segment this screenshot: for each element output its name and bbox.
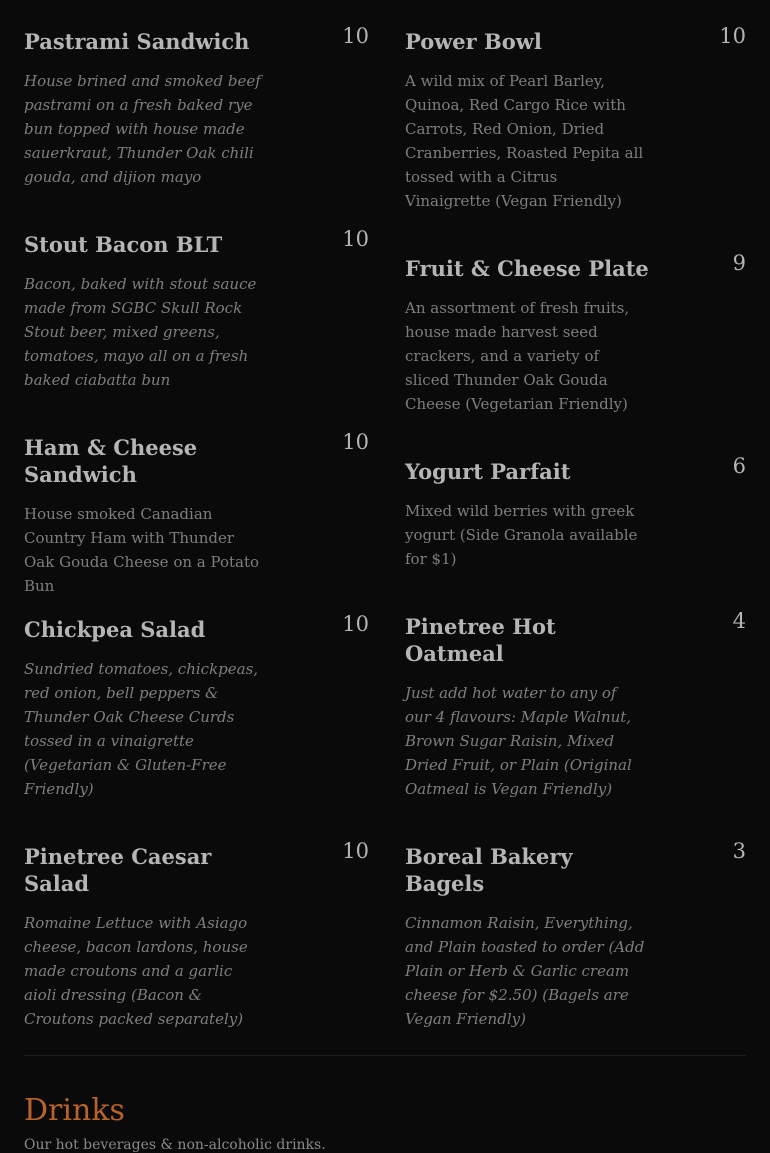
menu-item-price: 4 [732, 609, 746, 633]
menu-item-description: House smoked Canadian Country Ham with Thunder Oak Gouda Cheese on a Potato Bun [24, 505, 260, 595]
section-divider [24, 1055, 746, 1056]
menu-item-name: Ham & Cheese Sandwich [24, 435, 198, 487]
menu-item [24, 430, 369, 598]
menu-item-name: Boreal Bakery Bagels [405, 844, 573, 896]
menu-item [405, 251, 746, 416]
menu-item-price: 6 [732, 454, 746, 478]
menu-item-description: Just add hot water to any of our 4 flavours: Maple Walnut, Brown Sugar Raisin, Mixed Dried Fruit, or Plain (Original Oatmeal is Vegan Friendly) [405, 684, 632, 798]
menu-item-name: Chickpea Salad [24, 617, 206, 642]
menu-item [405, 839, 746, 1031]
menu-item-name: Stout Bacon BLT [24, 232, 223, 257]
menu-item-name: Power Bowl [405, 29, 542, 54]
menu-item-description: An assortment of fresh fruits, house made harvest seed crackers, and a variety of sliced Thunder Oak Gouda Cheese (Vegetarian Friendly) [405, 299, 630, 413]
menu-item [24, 612, 369, 801]
menu-item-price: 10 [719, 24, 746, 48]
menu-item-description: Mixed wild berries with greek yogurt (Side Granola available for $1) [405, 502, 638, 568]
menu-item-price: 10 [342, 612, 369, 636]
menu-item-description: Bacon, baked with stout sauce made from SGBC Skull Rock Stout beer, mixed greens, tomatoes, mayo all on a fresh baked ciabatta bun [24, 275, 257, 389]
menu-item-description: A wild mix of Pearl Barley, Quinoa, Red Cargo Rice with Carrots, Red Onion, Dried Cranberries, Roasted Pepita all tossed with a Citrus Vinaigrette (Vegan Friendly) [405, 72, 644, 210]
menu-item [405, 609, 746, 801]
menu-item-price: 10 [342, 839, 369, 863]
menu-item-description: Cinnamon Raisin, Everything, and Plain toasted to order (Add Plain or Herb & Garlic cream cheese for $2.50) (Bagels are Vegan Friendly) [405, 914, 645, 1028]
menu-item [405, 454, 746, 571]
menu-item-price: 3 [732, 839, 746, 863]
menu-item-price: 9 [732, 251, 746, 275]
menu-item-price: 10 [342, 227, 369, 251]
menu-item-description: Romaine Lettuce with Asiago cheese, bacon lardons, house made croutons and a garlic aioli dressing (Bacon & Croutons packed separately) [24, 914, 248, 1028]
menu-item [24, 227, 369, 392]
section-title-drinks: Drinks [24, 1093, 125, 1128]
section-subtitle-drinks: Our hot beverages & non-alcoholic drinks. [24, 1137, 326, 1153]
menu-item-description: Sundried tomatoes, chickpeas, red onion, bell peppers & Thunder Oak Cheese Curds tossed in a vinaigrette (Vegetarian & Gluten-Free Friendly) [24, 660, 259, 798]
menu-item [405, 24, 746, 213]
menu-item-price: 10 [342, 24, 369, 48]
menu-item-description: House brined and smoked beef pastrami on a fresh baked rye bun topped with house made sauerkraut, Thunder Oak chili gouda, and dijion mayo [24, 72, 261, 186]
menu-item [24, 24, 369, 189]
menu-item-name: Yogurt Parfait [405, 459, 571, 484]
menu-item-name: Fruit & Cheese Plate [405, 256, 649, 281]
menu-item-name: Pastrami Sandwich [24, 29, 250, 54]
menu-item [24, 839, 369, 1031]
menu-item-name: Pinetree Hot Oatmeal [405, 614, 556, 666]
menu-item-price: 10 [342, 430, 369, 454]
menu-item-name: Pinetree Caesar Salad [24, 844, 212, 896]
